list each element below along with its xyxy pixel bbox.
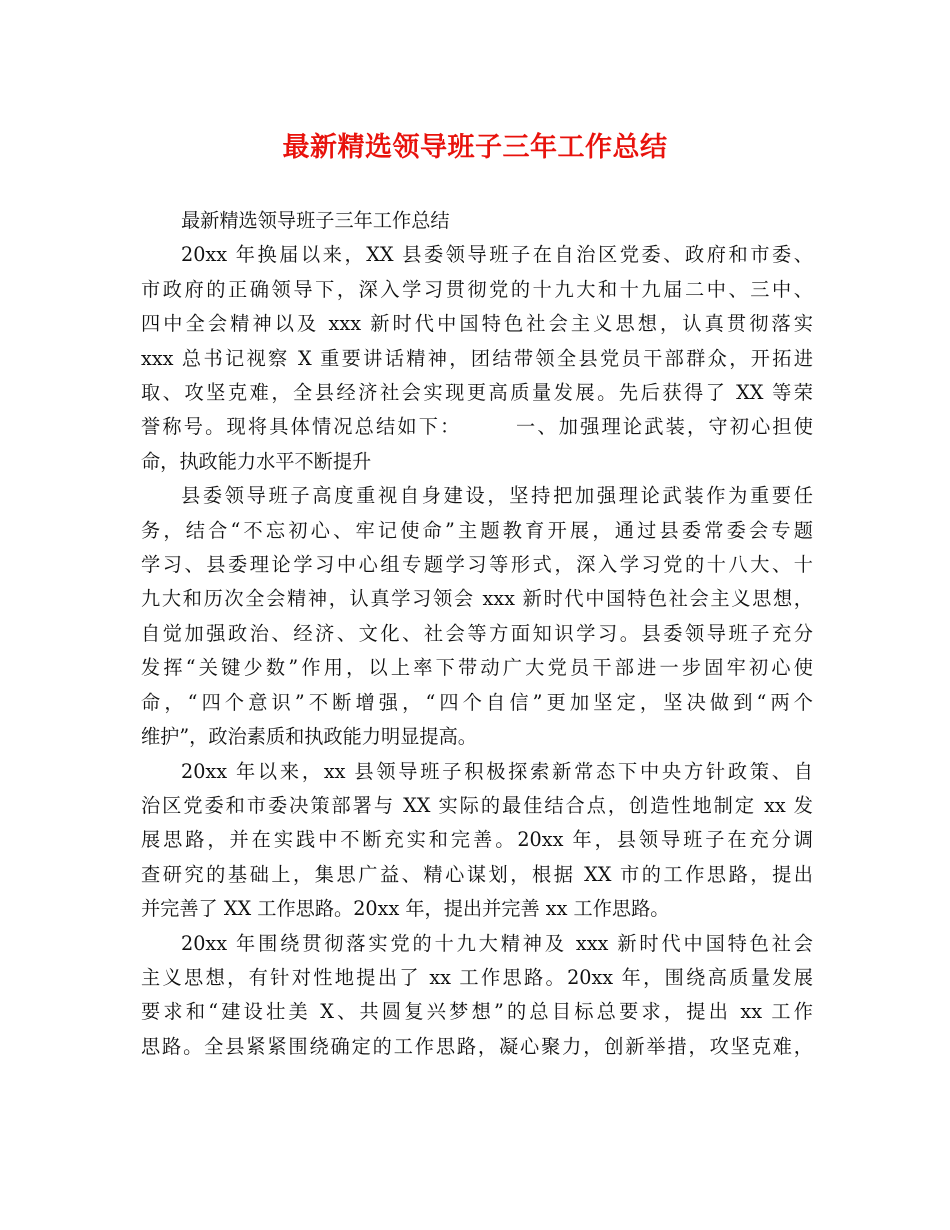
paragraph-4: [141, 755, 813, 927]
paragraph-3: [141, 479, 813, 754]
paragraph-line: 取、攻坚克难，全县经济社会实现更高质量发展。先后获得了 XX 等荣: [141, 381, 813, 405]
paragraph-line: 20xx 年以来，xx 县领导班子积极探索新常态下中央方针政策、自: [181, 759, 813, 783]
paragraph-line: 学习、县委理论学习中心组专题学习等形式，深入学习党的十八大、十: [141, 553, 813, 577]
paragraph-line: 最新精选领导班子三年工作总结: [181, 209, 450, 232]
paragraph-line: 展思路，并在实践中不断充实和完善。20xx 年，县领导班子在充分调: [141, 828, 813, 852]
document-title: 最新精选领导班子三年工作总结: [282, 132, 668, 163]
paragraph-5: [141, 927, 813, 1065]
paragraph-line: 务，结合“不忘初心、牢记使命”主题教育开展，通过县委常委会专题: [141, 518, 813, 542]
paragraph-2: [141, 238, 813, 479]
paragraph-line: xxx 总书记视察 X 重要讲话精神，团结带领全县党员干部群众，开拓进: [141, 346, 813, 370]
paragraph-line: 20xx 年换届以来，XX 县委领导班子在自治区党委、政府和市委、: [181, 243, 813, 267]
paragraph-1: [141, 204, 813, 238]
paragraph-line: 四中全会精神以及 xxx 新时代中国特色社会主义思想，认真贯彻落实: [141, 312, 813, 336]
paragraph-line: 主义思想，有针对性地提出了 xx 工作思路。20xx 年，围绕高质量发展: [141, 965, 813, 989]
paragraph-line: 要求和“建设壮美 X、共圆复兴梦想”的总目标总要求，提出 xx 工作: [141, 1000, 813, 1024]
paragraph-line: 市政府的正确领导下，深入学习贯彻党的十九大和十九届二中、三中、: [141, 277, 813, 301]
paragraph-line: 命，执政能力水平不断提升: [141, 449, 372, 473]
paragraph-line: 并完善了 XX 工作思路。20xx 年，提出并完善 xx 工作思路。: [141, 897, 670, 921]
paragraph-line: 发挥“关键少数”作用，以上率下带动广大党员干部进一步固牢初心使: [141, 656, 813, 680]
paragraph-line: 思路。全县紧紧围绕确定的工作思路，凝心聚力，创新举措，攻坚克难，: [141, 1034, 813, 1058]
paragraph-line: 誉称号。现将具体情况总结如下： 一、加强理论武装，守初心担使: [141, 415, 813, 439]
paragraph-line: 九大和历次全会精神，认真学习领会 xxx 新时代中国特色社会主义思想，: [141, 587, 813, 611]
paragraph-line: 20xx 年围绕贯彻落实党的十九大精神及 xxx 新时代中国特色社会: [181, 931, 813, 955]
paragraph-line: 自觉加强政治、经济、文化、社会等方面知识学习。县委领导班子充分: [141, 621, 813, 645]
paragraph-line: 县委领导班子高度重视自身建设，坚持把加强理论武装作为重要任: [181, 484, 813, 508]
paragraph-line: 查研究的基础上，集思广益、精心谋划，根据 XX 市的工作思路，提出: [141, 862, 813, 886]
paragraph-line: 命，“四个意识”不断增强，“四个自信”更加坚定，坚决做到“两个: [141, 690, 813, 714]
document-body: [141, 204, 813, 1064]
paragraph-line: 治区党委和市委决策部署与 XX 实际的最佳结合点，创造性地制定 xx 发: [141, 793, 813, 817]
paragraph-line: 维护”，政治素质和执政能力明显提高。: [141, 725, 477, 749]
